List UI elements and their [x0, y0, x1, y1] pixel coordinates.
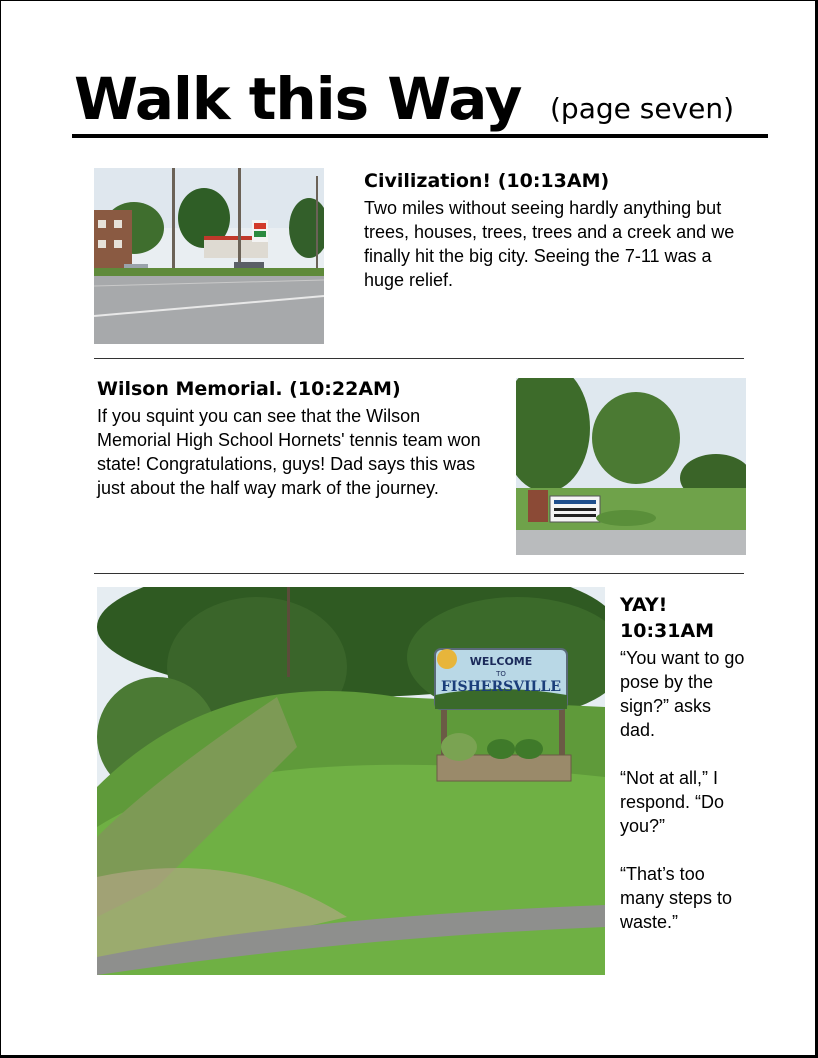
- yay-time: 10:31AM: [620, 620, 715, 642]
- wilson-heading: Wilson Memorial. (10:22AM): [97, 378, 401, 400]
- yay-heading: YAY!: [620, 594, 668, 616]
- page-subtitle: (page seven): [550, 92, 735, 125]
- section-divider: [94, 573, 744, 574]
- title-divider: [72, 134, 768, 138]
- section-divider: [94, 358, 744, 359]
- wilson-text: If you squint you can see that the Wilson Memorial High School Hornets' tennis team won state! Congratulations, guys! Dad says this was just about the half way mark of the journey.: [97, 406, 481, 498]
- fishersville-photo: [97, 587, 605, 975]
- page-header: [74, 62, 774, 136]
- civilization-heading: Civilization! (10:13AM): [364, 170, 610, 192]
- page-title: Walk this Way: [74, 65, 522, 133]
- sign-welcome-text: WELCOME: [469, 655, 533, 668]
- wilson-memorial-photo: [516, 378, 746, 555]
- yay-text: [620, 646, 745, 934]
- yay-paragraph-1: “You want to go pose by the sign?” asks dad.: [620, 648, 745, 740]
- civilization-text: Two miles without seeing hardly anything but trees, houses, trees, trees and a creek and we finally hit the big city. Seeing the 7-11 was a huge relief.: [364, 198, 735, 290]
- civilization-photo: [94, 168, 324, 344]
- yay-paragraph-3: “That’s too many steps to waste.”: [620, 864, 733, 932]
- sign-town-text: FISHERSVILLE: [440, 679, 562, 695]
- sign-to-text: TO: [496, 670, 506, 678]
- yay-paragraph-2: “Not at all,” I respond. “Do you?”: [620, 768, 725, 836]
